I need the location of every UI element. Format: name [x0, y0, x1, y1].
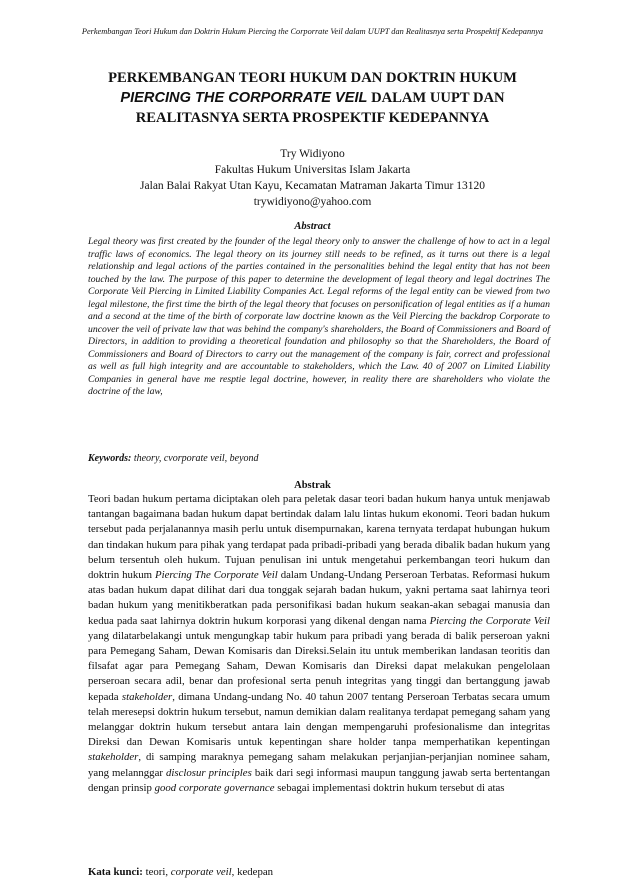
abstrak-part: dalam Undang-Undang Perseroan Terbatas. Reformasi hukum atas badan hukum dapat dilihat dari dua tonggak sejarah badan hukum, yakni pertama saat lahirnya teori badan hukum yang menitikberatkan pada personifikasi badan hukum seakan-akan sebagai manusia dan kedua pada saat lahirnya doktrin hukum korporasi yang dikenal dengan nama: [88, 569, 550, 627]
author-affiliation: Fakultas Hukum Universitas Islam Jakarta: [214, 164, 411, 176]
kata-kunci-label: Kata kunci:: [88, 866, 143, 878]
abstrak-part: baik dari segi informasi maupun tanggung jawab serta bertentangan dengan prinsip: [88, 766, 550, 794]
abstrak-part: sebagai implementasi doktrin hukum tersebut di atas: [274, 781, 505, 794]
title-line-2: [60, 88, 565, 108]
author-address: Jalan Balai Rakyat Utan Kayu, Kecamatan Matraman Jakarta Timur 13120: [140, 180, 485, 192]
author-email: trywidiyono@yahoo.com: [253, 196, 372, 208]
keywords-label: Keywords:: [88, 453, 132, 464]
abstrak-part: , dimana Undang-undang No. 40 tahun 2007 tentang Perseroan Terbatas secara umum telah meresepsi doktrin hukum tersebut, namun demikian dalam realitanya terdapat pemegang saham yang melanggar doktrin hukum tersebut antara lain dengan mempengaruhi profesionalisme dan integritas Direksi dan Dewan Komisaris untuk kepentingan share holder tanpa memperhatikan kepentingan: [88, 690, 550, 749]
kata-kunci: [88, 865, 550, 879]
author-name: Try Widiyono: [280, 148, 345, 160]
title-italic-term: PIERCING THE CORPORRATE VEIL: [120, 90, 368, 106]
abstrak-italic-term: Piercing the Corporate Veil: [429, 614, 550, 627]
abstrak-italic-term: good corporate governance: [154, 781, 275, 794]
title-line-2-rest: DALAM UUPT DAN: [367, 90, 505, 106]
title-line-1: PERKEMBANGAN TEORI HUKUM DAN DOKTRIN HUKUM: [108, 70, 517, 86]
abstrak-italic-term: disclosur principles: [166, 766, 252, 779]
kata-kunci-text: teori,: [142, 866, 171, 878]
keywords: [88, 452, 550, 465]
abstrak-part: , di samping maraknya pemegang saham melakukan perjanjian-perjanjian nominee saham, yang melannggar: [88, 751, 550, 779]
abstrak-italic-term: Piercing The Corporate Veil: [154, 569, 278, 582]
abstrak-text: [88, 492, 550, 796]
title-line-3: REALITASNYA SERTA PROSPEKTIF KEDEPANNYA: [135, 110, 490, 126]
abstract-text: Legal theory was first created by the founder of the legal theory only to answer the challenge of how to act in a legal traffic laws of economics. The legal theory on its journey still needs to be refined, as it turns out there is a legal relationship and legal actions of the parties contained in the personalities behind the legal entity that has not been touched by the law. The purpose of this paper to determine the development of legal theory and legal doctrines The Corporate Veil Piercing in Limited Liability Companies Act. Legal reforms of the legal entity can be viewed from two legal milestone, the first time the birth of the legal theory that focuses on personification of legal entities as if a human and a second at the time of the birth of corporate law doctrine known as the Veil Piercing the backdrop Corporate to uncover the veil of private law that was behind the company's shareholders, the Board of Commissioners and Board of Directors, in addition to providing a theoretical foundation and philosophy so that the Shareholders, the Board of Commissioners and Board of Directors to carry out the management of the company is fair, correct and professional as well as full high integrity and are accountable to stakeholders, which the Law. 40 of 2007 on Limited Liability Companies in general have me resptie legal doctrine, however, in reality there are shareholders who violate the doctrine of the law,: [88, 236, 550, 397]
running-header: Perkembangan Teori Hukum dan Doktrin Hukum Piercing the Corporrate Veil dalam UUPT dan Realitasnya serta Prospektif Kedepannya: [81, 27, 544, 36]
paper-title: [60, 68, 565, 128]
abstract-heading: Abstract: [294, 221, 331, 232]
abstrak-italic-term: stakeholder: [121, 690, 173, 703]
abstrak-heading: Abstrak: [294, 480, 331, 491]
abstrak-italic-term: stakeholder: [88, 751, 139, 764]
author-block: [60, 146, 565, 210]
kata-kunci-text: , kedepan: [231, 866, 274, 878]
keywords-text: theory, cvorporate veil, beyond: [131, 453, 259, 464]
abstrak-part: Teori badan hukum pertama diciptakan oleh para peletak dasar teori badan hukum hanya untuk menjawab tantangan bagaimana badan hukum dapat bertindak dalam lalu lintas hukum ekonomi. Teori badan hukum tersebut pada perjalanannya masih perlu untuk disempurnakan, karena ternyata terdapat hubungan hukum dan tindakan hukum para pihak yang terdapat pada pribadi-pribadi yang berada dibalik badan hukum yang belum tersentuh oleh hukum. Tujuan penulisan ini untuk mengetahui perkembangan teori hukum dan doktrin hukum: [88, 493, 550, 582]
abstrak-part: yang dilatarbelakangi untuk mengungkap tabir hukum para pribadi yang berada di balik perseroan yakni para Pemegang Saham, Dewan Komisaris dan Direksi.Selain itu untuk memberikan landasan teoritis dan filsafat agar para Pemegang Saham, Dewan Komisaris dan Direksi dapat melakukan pengelolaan perseroan secara adil, benar dan profesional serta penuh integritas yang tinggi dan bertanggung jawab kepada: [88, 629, 550, 703]
kata-kunci-italic: corporate veil: [170, 866, 232, 878]
